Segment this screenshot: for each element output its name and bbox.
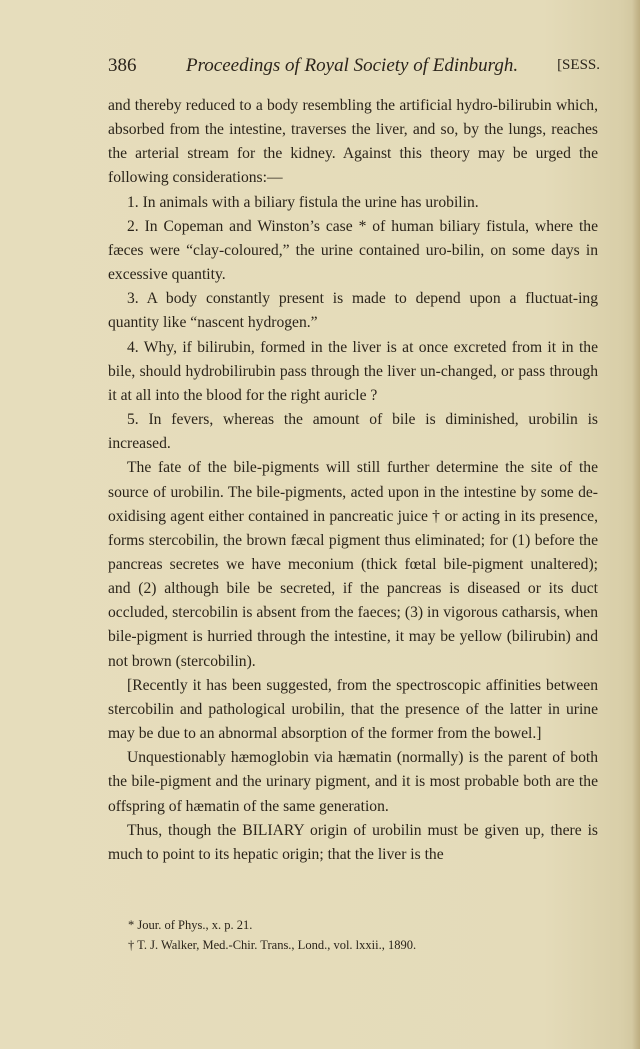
paragraph-bile-pigments: The fate of the bile-pigments will still further determine the site of the source of urobilin. The bile-pigments, acted upon in the intestine by some de-oxidising agent either contained in pancreatic juice † or acting in its presence, forms stercobilin, the brown fæcal pigment thus eliminated; for (1) before the pancreas secretes we have meconium (thick fœtal bile-pigment unaltered); and (2) although bile be secreted, if the pancreas is diseased or its duct occluded, stercobilin is absent from the faeces; (3) in vigorous catharsis, when bile-pigment is hurried through the intestine, it may be yellow (bilirubin) and not brown (stercobilin). [108, 459, 598, 670]
session-mark: [SESS. [557, 57, 600, 73]
page-header [108, 55, 610, 85]
paragraph-conclusion: Thus, though the BILIARY origin of urobilin must be given up, there is much to point to its hepatic origin; that the liver is the [108, 821, 598, 863]
page-edge-shadow [632, 0, 640, 1049]
consideration-4: 4. Why, if bilirubin, formed in the liver is at once excreted from it in the bile, should hydrobilirubin pass through the liver un-changed, or pass through it at all into the blood for the right auricle ? [108, 338, 598, 404]
consideration-5: 5. In fevers, whereas the amount of bile is diminished, urobilin is increased. [108, 411, 598, 453]
running-title: Proceedings of Royal Society of Edinburgh. [186, 55, 519, 76]
consideration-1: 1. In animals with a biliary fistula the urine has urobilin. [127, 193, 479, 211]
body-text [108, 94, 598, 867]
footnote-2: † T. J. Walker, Med.-Chir. Trans., Lond., vol. lxxii., 1890. [128, 938, 417, 952]
page-number: 386 [108, 55, 137, 76]
paragraph-bracketed-note: [Recently it has been suggested, from the spectroscopic affinities between stercobilin and pathological urobilin, that the presence of the latter in urine may be due to an abnormal absorption of the former from the bowel.] [108, 676, 598, 743]
consideration-3: 3. A body constantly present is made to depend upon a fluctuat-ing quantity like “nascent hydrogen.” [108, 290, 598, 332]
footnote-1: * Jour. of Phys., x. p. 21. [128, 918, 253, 932]
paragraph-haemoglobin: Unquestionably hæmoglobin via hæmatin (normally) is the parent of both the bile-pigment and the urinary pigment, and it is most probable both are the offspring of hæmatin of the same generation. [108, 749, 598, 815]
consideration-2: 2. In Copeman and Winston’s case * of human biliary fistula, where the fæces were “clay-coloured,” the urine contained uro-bilin, on some days in excessive quantity. [108, 217, 598, 284]
footnotes [108, 915, 598, 955]
paragraph-continuation: and thereby reduced to a body resembling the artificial hydro-bilirubin which, absorbed from the intestine, traverses the liver, and so, by the lungs, reaches the arterial stream for the kidney. Against this theory may be urged the following considerations:— [108, 97, 598, 187]
